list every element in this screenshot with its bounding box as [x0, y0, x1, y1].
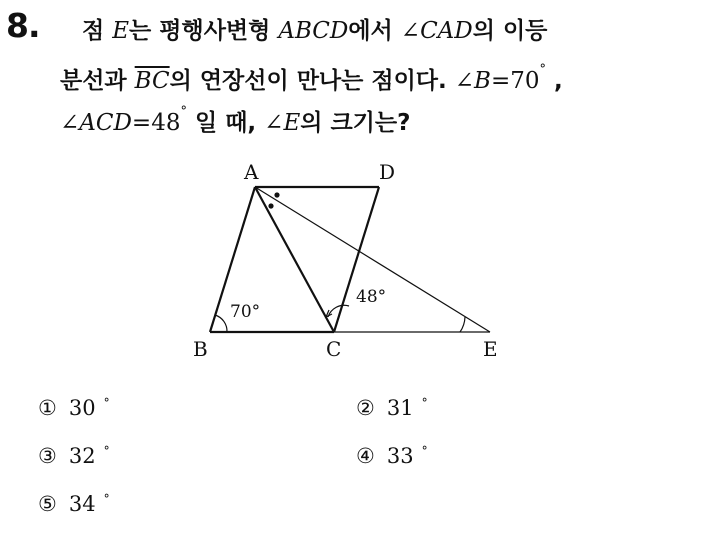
bisector-mark-dot — [274, 192, 279, 197]
geometry-figure — [180, 160, 520, 370]
choice-5[interactable] — [38, 492, 110, 516]
choice-2[interactable] — [356, 396, 428, 420]
angle-label-48: 48° — [356, 287, 387, 307]
math-value-48: =48 — [131, 110, 181, 136]
choice-number: ⑤ — [38, 492, 57, 516]
choice-value: 30 — [68, 396, 96, 420]
math-E: E — [112, 18, 130, 44]
choice-unit: ° — [103, 492, 110, 506]
label-B: B — [193, 337, 208, 361]
label-D: D — [379, 160, 396, 184]
question-line-1 — [82, 12, 547, 45]
text: 에서 — [348, 18, 401, 44]
choice-value: 34 — [68, 492, 96, 516]
math-angle-B: ∠B — [454, 68, 491, 94]
choice-number: ④ — [356, 444, 375, 468]
question-line-3 — [60, 104, 410, 137]
choice-number: ① — [38, 396, 57, 420]
question-line-2 — [60, 62, 563, 95]
text: 일 때, — [186, 110, 265, 136]
choice-value: 31 — [386, 396, 414, 420]
label-A: A — [244, 160, 259, 184]
question-number: 8. — [6, 6, 40, 45]
math-angle-E: ∠E — [264, 110, 301, 136]
text: 점 — [82, 18, 113, 44]
choice-unit: ° — [103, 444, 110, 458]
text: 의 연장선이 만나는 점이다. — [169, 68, 455, 94]
segment-AC — [255, 187, 334, 332]
choice-unit: ° — [103, 396, 110, 410]
choice-1[interactable] — [38, 396, 110, 420]
math-angle-CAD: ∠CAD — [400, 18, 473, 44]
label-C: C — [326, 337, 342, 361]
choice-value: 32 — [68, 444, 96, 468]
math-value-70: =70 — [490, 68, 540, 94]
degree-sign: ° — [180, 104, 187, 119]
choice-value: 33 — [386, 444, 414, 468]
choice-unit: ° — [421, 396, 428, 410]
choice-4[interactable] — [356, 444, 428, 468]
math-segment-BC: $\overline{BC}$ — [134, 68, 170, 94]
arc-angle-B — [215, 315, 227, 332]
angle-label-70: 70° — [230, 302, 261, 322]
text: 분선과 — [60, 68, 135, 94]
text: 의 크기는? — [300, 110, 411, 136]
choice-3[interactable] — [38, 444, 110, 468]
choice-number: ② — [356, 396, 375, 420]
label-E: E — [483, 337, 498, 361]
choice-number: ③ — [38, 444, 57, 468]
text: 의 이등 — [472, 18, 548, 44]
math-ABCD: ABCD — [278, 18, 349, 44]
arc-angle-E — [460, 317, 465, 332]
text: 는 평행사변형 — [129, 18, 279, 44]
text: , — [546, 68, 563, 94]
math-angle-ACD: ∠ACD — [60, 110, 132, 136]
bisector-mark-dot — [268, 203, 273, 208]
choice-unit: ° — [421, 444, 428, 458]
degree-sign: ° — [539, 62, 547, 77]
